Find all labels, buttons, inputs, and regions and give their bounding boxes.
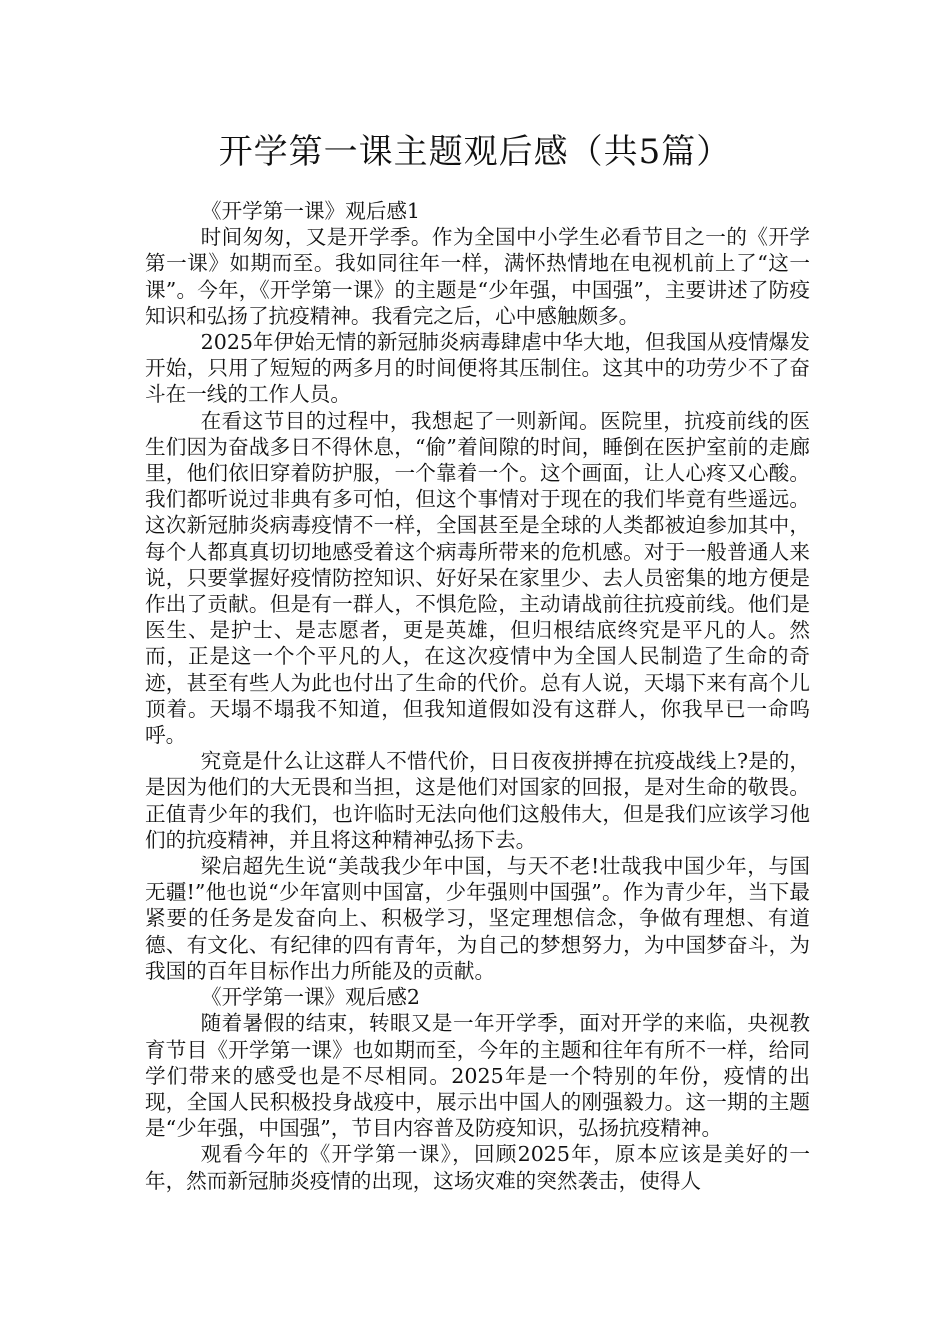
paragraph: 究竟是什么让这群人不惜代价，日日夜夜拼搏在抗疫战线上?是的，是因为他们的大无畏和当担，这是他们对国家的回报，是对生命的敬畏。正值青少年的我们，也许临时无法向他们这般伟大，但是我们应该学习他们的抗疫精神，并且将这种精神弘扬下去。	[145, 749, 810, 852]
section-1	[145, 198, 810, 984]
paragraph: 随着暑假的结束，转眼又是一年开学季，面对开学的来临，央视教育节目《开学第一课》也如期而至，今年的主题和往年有所不一样，给同学们带来的感受也是不尽相同。2025年是一个特别的年份，疫情的出现，全国人民积极投身战疫中，展示出中国人的刚强毅力。这一期的主题是“少年强，中国强”，节目内容普及防疫知识，弘扬抗疫精神。	[145, 1011, 810, 1141]
paragraph: 观看今年的《开学第一课》，回顾2025年，原本应该是美好的一年，然而新冠肺炎疫情的出现，这场灾难的突然袭击，使得人	[145, 1142, 810, 1193]
document-body	[145, 198, 810, 1194]
paragraph: 时间匆匆，又是开学季。作为全国中小学生必看节目之一的《开学第一课》如期而至。我如同往年一样，满怀热情地在电视机前上了“这一课”。今年，《开学第一课》的主题是“少年强，中国强”，主要讲述了防疫知识和弘扬了抗疫精神。我看完之后，心中感触颇多。	[145, 225, 810, 328]
paragraph: 在看这节目的过程中，我想起了一则新闻。医院里，抗疫前线的医生们因为奋战多日不得休息，“偷”着间隙的时间，睡倒在医护室前的走廊里，他们依旧穿着防护服，一个靠着一个。这个画面，让人心疼又心酸。我们都听说过非典有多可怕，但这个事情对于现在的我们毕竟有些遥远。这次新冠肺炎病毒疫情不一样，全国甚至是全球的人类都被迫参加其中，每个人都真真切切地感受着这个病毒所带来的危机感。对于一般普通人来说，只要掌握好疫情防控知识、好好呆在家里少、去人员密集的地方便是作出了贡献。但是有一群人，不惧危险，主动请战前往抗疫前线。他们是医生、是护士、是志愿者，更是英雄，但归根结底终究是平凡的人。然而，正是这一个个平凡的人，在这次疫情中为全国人民制造了生命的奇迹，甚至有些人为此也付出了生命的代价。总有人说，天塌下来有高个儿顶着。天塌不塌我不知道，但我知道假如没有这群人，你我早已一命呜呼。	[145, 408, 810, 748]
paragraph: 梁启超先生说“美哉我少年中国，与天不老!壮哉我中国少年，与国无疆!”他也说“少年富则中国富，少年强则中国强”。作为青少年，当下最紧要的任务是发奋向上、积极学习，坚定理想信念，争做有理想、有道德、有文化、有纪律的四有青年，为自己的梦想努力，为中国梦奋斗，为我国的百年目标作出力所能及的贡献。	[145, 854, 810, 983]
document-title: 开学第一课主题观后感（共5篇）	[218, 132, 732, 172]
paragraph: 2025年伊始无情的新冠肺炎病毒肆虐中华大地，但我国从疫情爆发开始，只用了短短的两多月的时间便将其压制住。这其中的功劳少不了奋斗在一线的工作人员。	[145, 330, 810, 407]
section-heading: 《开学第一课》观后感2	[201, 985, 421, 1010]
section-heading: 《开学第一课》观后感1	[201, 199, 421, 223]
section-2	[145, 984, 810, 1194]
